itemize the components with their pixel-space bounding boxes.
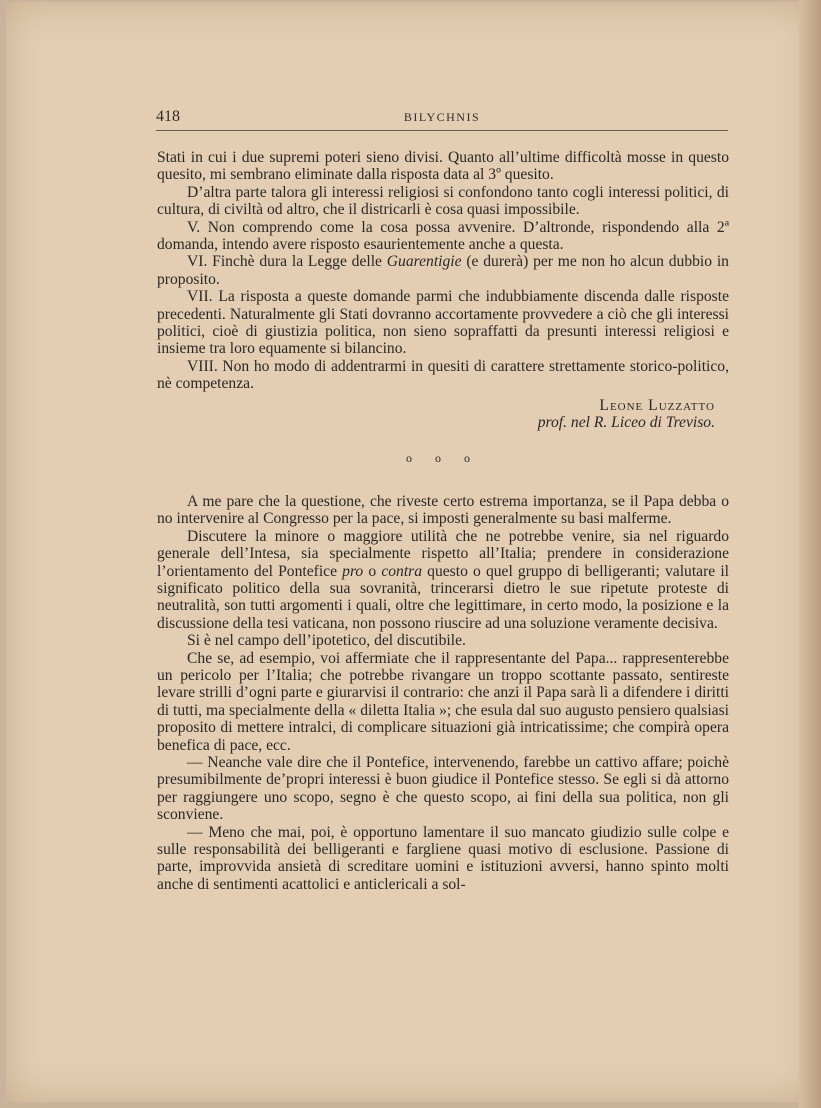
separator-mark: o [435,450,451,465]
section-separator [157,450,729,467]
running-title: BILYCHNIS [403,110,481,124]
paragraph: VII. La risposta a queste domande parmi che indubbiamente discenda dalle risposte precedenti. Naturalmente gli Stati dovranno accortamente provvedere a ciò che gli interessi politici, cioè di giustizia politica, non sieno sopraffatti da presunti interessi religiosi e insieme tra loro equamente si bilancino. [157,288,729,358]
separator-mark: o [406,450,422,465]
paragraph: Si è nel campo dell’ipotetico, del discutibile. [187,632,466,650]
italic-text: contra [381,562,423,580]
paragraph [157,528,729,632]
page-header [156,108,728,131]
separator-mark: o [464,450,480,465]
author-role: prof. nel R. Liceo di Treviso. [537,414,715,432]
paragraph: A me pare che la questione, che riveste certo estrema importanza, se il Papa debba o no intervenire al Congresso per la pace, si imposti generalmente su basi malferme. [157,492,729,528]
paragraph: Che se, ad esempio, voi affermiate che il rappresentante del Papa... rappresenterebbe un pericolo per l’Italia; che potrebbe rivangare un troppo scottante passato, sentireste levare strilli d’ogni parte e giurarvisi il contrario: che anzi il Papa sarà lì a difendere i diritti di tutti, ma specialmente della « diletta Italia »; che esula dal suo augusto pensiero qualsiasi proposito di mettere intralci, di complicare situazioni già intricatissime; che compirà opera benefica di pace, ecc. [157,649,729,754]
paragraph [157,253,729,288]
text-run: VI. Finchè dura la Legge delle [187,253,387,271]
italic-text: Guarentigie [386,253,462,271]
paragraph: V. Non comprendo come la cosa possa avvenire. D’altronde, rispondendo alla 2ª domanda, intendo avere risposto esaurientemente anche a questa. [157,218,729,254]
text-run: o [363,562,382,580]
paragraph: — Meno che mai, poi, è opportuno lamentare il suo mancato giudizio sulle colpe e sulle responsabilità dei belligeranti e fargliene quasi motivo di esclusione. Passione di parte, improvvida ansietà di screditare uomini e istituzioni avversi, hanno spinto molti anche di sentimenti acattolici e anticlericali a sol- [157,823,729,893]
text-run: (e durerà) per me non ho alcun dubbio in proposito. [157,253,729,288]
page-number: 418 [156,108,180,125]
italic-text: pro [342,562,364,580]
article-body [157,149,729,893]
signature-block [157,397,715,432]
page-edge [799,0,821,1108]
paragraph: Stati in cui i due supremi poteri sieno divisi. Quanto all’ultime difficoltà mosse in questo quesito, mi sembrano eliminate dalla risposta data al 3º quesito. [157,149,729,184]
paragraph: — Neanche vale dire che il Pontefice, intervenendo, farebbe un cattivo affare; poichè presumibilmente de’propri interessi è buon giudice il Pontefice stesso. Se egli si dà attorno per raggiungere uno scopo, segno è che questo scopo, ai fini della sua politica, non gli sconviene. [157,754,729,824]
author-name: Leone Luzzatto [599,396,715,414]
paragraph: VIII. Non ho modo di addentrarmi in quesiti di carattere strettamente storico-politico, nè competenza. [157,357,729,393]
text-run: questo o quel gruppo di belligeranti; valutare il significato politico della sua sovranità, trincerarsi dietro le sue ripetute proteste di neutralità, son tutti argomenti i quali, oltre che legittimare, in certo modo, la posizione e la discussione della tesi vaticana, non possono riuscire ad una soluzione veramente decisiva. [157,562,729,632]
paragraph: D’altra parte talora gli interessi religiosi si confondono tanto cogli interessi politici, di cultura, di civiltà od altro, che il districarli è cosa quasi impossibile. [157,183,729,219]
text-run: Discutere la minore o maggiore utilità che ne potrebbe venire, sia nel riguardo generale dell’Intesa, sia specialmente rispetto all’Italia; prendere in considerazione l’orientamento del Pontefice [157,527,729,580]
